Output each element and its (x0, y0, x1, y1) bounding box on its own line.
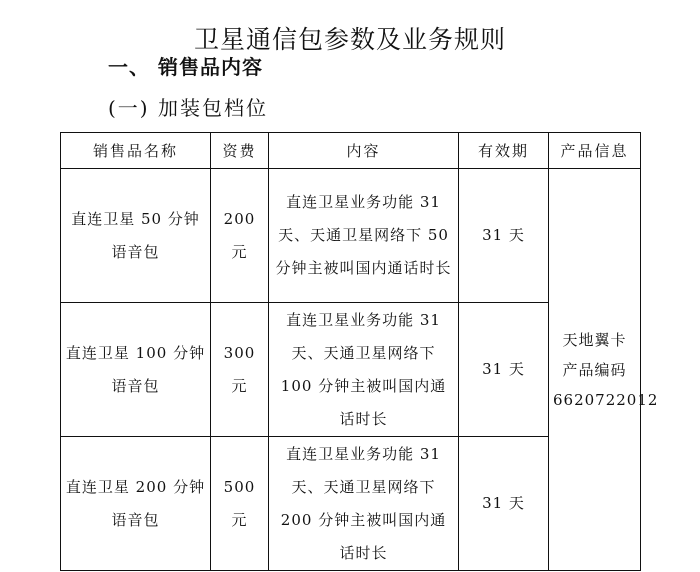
package-validity: 31 天 (482, 494, 525, 512)
section-heading: 一、 销售品内容 (108, 55, 263, 79)
product-info-cell (549, 169, 659, 571)
package-content: 直连卫星业务功能 31 天、天通卫星网络下 50 分钟主被叫国内通话时长 (275, 193, 452, 277)
header-name: 销售品名称 (61, 133, 211, 169)
package-fee: 300 元 (223, 343, 256, 395)
package-name-cell (61, 169, 211, 303)
package-content-cell (269, 169, 459, 303)
package-content: 直连卫星业务功能 31 天、天通卫星网络下 200 分钟主被叫国内通话时长 (280, 444, 447, 562)
package-name: 直连卫星 200 分钟语音包 (65, 477, 206, 529)
product-info: 天地翼卡 产品编码 6620722012 (553, 330, 659, 409)
package-fee: 200 元 (223, 209, 256, 261)
package-validity: 31 天 (482, 360, 525, 378)
package-fee-cell (211, 437, 269, 571)
table-row (61, 169, 641, 303)
package-name-cell (61, 303, 211, 437)
package-name: 直连卫星 50 分钟语音包 (71, 209, 200, 261)
package-name-cell (61, 437, 211, 571)
header-fee: 资费 (211, 133, 269, 169)
package-content-cell (269, 437, 459, 571)
package-validity-cell (459, 437, 549, 571)
header-validity: 有效期 (459, 133, 549, 169)
package-fee-cell (211, 303, 269, 437)
package-validity: 31 天 (482, 226, 525, 244)
table-header-row (61, 133, 641, 169)
header-content: 内容 (269, 133, 459, 169)
package-content: 直连卫星业务功能 31 天、天通卫星网络下 100 分钟主被叫国内通话时长 (280, 310, 447, 428)
package-fee: 500 元 (223, 477, 256, 529)
package-name: 直连卫星 100 分钟语音包 (65, 343, 206, 395)
package-table (60, 132, 659, 571)
package-fee-cell (211, 169, 269, 303)
package-validity-cell (459, 169, 549, 303)
package-validity-cell (459, 303, 549, 437)
header-product-info: 产品信息 (549, 133, 641, 169)
document-title: 卫星通信包参数及业务规则 (193, 24, 506, 54)
package-content-cell (269, 303, 459, 437)
subsection-heading: (一) 加装包档位 (108, 96, 268, 120)
